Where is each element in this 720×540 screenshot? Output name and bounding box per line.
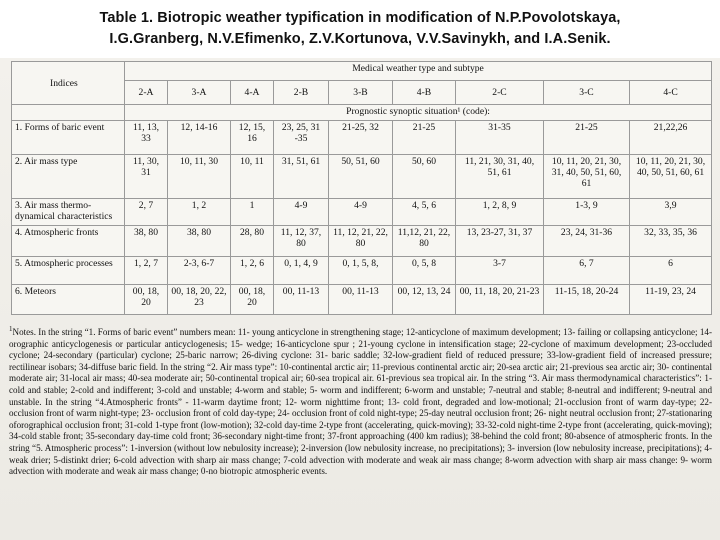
table-cell: 00, 18, 20 xyxy=(125,285,168,315)
table-cell: 00, 18, 20 xyxy=(231,285,274,315)
table-cell: 6, 7 xyxy=(544,257,630,285)
table-cell: 4-9 xyxy=(274,199,329,226)
table-cell: 00, 18, 20, 22, 23 xyxy=(168,285,231,315)
table-cell: 00, 11-13 xyxy=(329,285,393,315)
table-cell: 1, 2 xyxy=(168,199,231,226)
table-cell: 21-25, 32 xyxy=(329,121,393,155)
row-label: 2. Air mass type xyxy=(12,155,125,199)
table-row xyxy=(12,257,712,285)
table-cell: 0, 5, 8 xyxy=(393,257,456,285)
table-cell: 32, 33, 35, 36 xyxy=(630,226,712,257)
footnote-marker: 1 xyxy=(9,325,13,333)
weather-typification-table xyxy=(11,61,712,315)
table-cell: 3,9 xyxy=(630,199,712,226)
row-label: 5. Atmospheric processes xyxy=(12,257,125,285)
table-cell: 11, 13, 33 xyxy=(125,121,168,155)
table-cell: 1 xyxy=(231,199,274,226)
table-row xyxy=(12,226,712,257)
table-cell: 10, 11, 20, 21, 30, 40, 50, 51, 60, 61 xyxy=(630,155,712,199)
table-cell: 00, 11-13 xyxy=(274,285,329,315)
table-cell: 2, 7 xyxy=(125,199,168,226)
table-row xyxy=(12,121,712,155)
row-label: 4. Atmospheric fronts xyxy=(12,226,125,257)
table-cell: 1-3, 9 xyxy=(544,199,630,226)
title-line-2: I.G.Granberg, N.V.Efimenko, Z.V.Kortunova, V.V.Savinykh, and I.A.Senik. xyxy=(109,31,611,47)
table-cell: 00, 12, 13, 24 xyxy=(393,285,456,315)
type-header-cell: 4-A xyxy=(231,81,274,105)
table-cell: 0, 1, 4, 9 xyxy=(274,257,329,285)
title-line-1: Table 1. Biotropic weather typification in modification of N.P.Povolotskaya, xyxy=(99,10,621,26)
table-cell: 38, 80 xyxy=(125,226,168,257)
table-cell: 10, 11, 20, 21, 30, 31, 40, 50, 51, 60, 61 xyxy=(544,155,630,199)
table-cell: 12, 15, 16 xyxy=(231,121,274,155)
type-header-cell: 2-C xyxy=(456,81,544,105)
table-notes xyxy=(9,324,712,478)
table-cell: 31, 51, 61 xyxy=(274,155,329,199)
type-header-cell: 3-A xyxy=(168,81,231,105)
table-cell: 21-25 xyxy=(544,121,630,155)
table-cell: 0, 1, 5, 8, xyxy=(329,257,393,285)
table-cell: 50, 51, 60 xyxy=(329,155,393,199)
table-cell: 13, 23-27, 31, 37 xyxy=(456,226,544,257)
table-cell: 10, 11, 30 xyxy=(168,155,231,199)
table-cell: 11, 12, 21, 22, 80 xyxy=(329,226,393,257)
table-cell: 1, 2, 6 xyxy=(231,257,274,285)
table-cell: 1, 2, 8, 9 xyxy=(456,199,544,226)
table-cell: 11,12, 21, 22, 80 xyxy=(393,226,456,257)
table-cell: 10, 11 xyxy=(231,155,274,199)
table-cell: 21,22,26 xyxy=(630,121,712,155)
table-row xyxy=(12,155,712,199)
table-title xyxy=(0,8,720,50)
table-row xyxy=(12,285,712,315)
table-cell: 3-7 xyxy=(456,257,544,285)
table-cell: 2-3, 6-7 xyxy=(168,257,231,285)
table-cell: 11-15, 18, 20-24 xyxy=(544,285,630,315)
table-cell: 00, 11, 18, 20, 21-23 xyxy=(456,285,544,315)
type-header-cell: 3-B xyxy=(329,81,393,105)
table-cell: 11, 21, 30, 31, 40, 51, 61 xyxy=(456,155,544,199)
row-label: 3. Air mass thermo-dynamical characteristics xyxy=(12,199,125,226)
table-cell: 38, 80 xyxy=(168,226,231,257)
prognostic-situation-header: Prognostic synoptic situation¹ (code): xyxy=(125,105,712,121)
table-cell: 6 xyxy=(630,257,712,285)
table-cell: 4, 5, 6 xyxy=(393,199,456,226)
type-header-cell: 3-C xyxy=(544,81,630,105)
table-row xyxy=(12,199,712,226)
table-cell: 12, 14-16 xyxy=(168,121,231,155)
table-cell: 28, 80 xyxy=(231,226,274,257)
type-header-cell: 4-C xyxy=(630,81,712,105)
row-label: 1. Forms of baric event xyxy=(12,121,125,155)
table-cell: 11-19, 23, 24 xyxy=(630,285,712,315)
type-header-cell: 2-B xyxy=(274,81,329,105)
indices-header: Indices xyxy=(12,62,125,105)
table-cell: 31-35 xyxy=(456,121,544,155)
table-cell: 21-25 xyxy=(393,121,456,155)
type-header-cell: 4-B xyxy=(393,81,456,105)
row-label: 6. Meteors xyxy=(12,285,125,315)
table-cell: 23, 24, 31-36 xyxy=(544,226,630,257)
table-cell: 1, 2, 7 xyxy=(125,257,168,285)
table-cell: 4-9 xyxy=(329,199,393,226)
notes-text: Notes. In the string “1. Forms of baric event” numbers mean: 11- young anticyclone in strengthening stage; 12-anticyclone of maximum development; 13- failing or collapsing anticyclone; 14-orographic anticyclogenesis or particular anticyclogenesis; 15- wedge; 16-anticyclone spur ; 21-young cyclone in intensification stage; 22-cyclone of maximum development; 23-occluded cyclone; 24-secondary (particular) cyclone; 25-baric narrow; 26-diving cyclone: 31- baric saddle; 32-low-gradient field of reduced pressure; 33-low-gradient field of increased pressure; rectilinear isobars; 34-diffuse baric field. In the string “2. Air mass type”: 10-continental arctic air; 11-previous continental arctic air; 20-sea arctic air; 21-previous sea arctic air; 30- continental moderate air; 31-local air mass; 40-sea moderate air; 50-continental tropical air; 60-sea tropical air. 61-previous sea tropical air. In the string “3. Air mass thermodynamical characteristics”: 1-cold and stable; 2-cold and indifferent; 3-cold and unstable; 4-worm and stable; 5- worm and indifferent; 6-worm and unstable; 7-neutral and stable; 8-neutral and indifferent; 9-neutral and unstable. In the string “4.Atmospheric fronts” - 11-warm daytime front; 12- worm nighttime front; 13- cold front, degraded and low-motional; 21-occlusion front of warm day-type; 22- occlusion front of warm night-type; 23- occlusion front of cold day-type; 24- occlusion front of cold night-type; 25-day neutral occlusion front; 26- night neutral occlusion front; 27-stationaring oforographical occlusion front; 31-cold 1-type front (low-motion); 32-cold day-time 2-type front (accelerating, quick-moving); 33-32-cold night-time 2-type front (accelerating, quick-moving); 34-cold stable front; 35-secondary day-time cold front; 36-secondary night-time front; 37-front approaching (400 km radius); 38-behind the cold front; 80-absence of atmospheric fronts. In the string “5. Atmospheric process”: 1-inversion (without low nebulosity increase); 2-inversion (low nebulosity increase, no precipitations); 3- inversion (low nebulosity increase, precipitations); 4-weak drier; 5-distinkt drier; 6-cold advection with sharp air mass change; 7-cold advection with moderate and weak air mass change; 8-worm advection with sharp air mass change: 9- worm advection with moderate and weak air mass change; 0-no biotropic atmospheric events. xyxy=(9,327,712,477)
table-cell: 11, 30, 31 xyxy=(125,155,168,199)
table-cell: 23, 25, 31 -35 xyxy=(274,121,329,155)
medical-type-header: Medical weather type and subtype xyxy=(125,62,712,81)
table-cell: 50, 60 xyxy=(393,155,456,199)
type-header-cell: 2-A xyxy=(125,81,168,105)
table-cell: 11, 12, 37, 80 xyxy=(274,226,329,257)
